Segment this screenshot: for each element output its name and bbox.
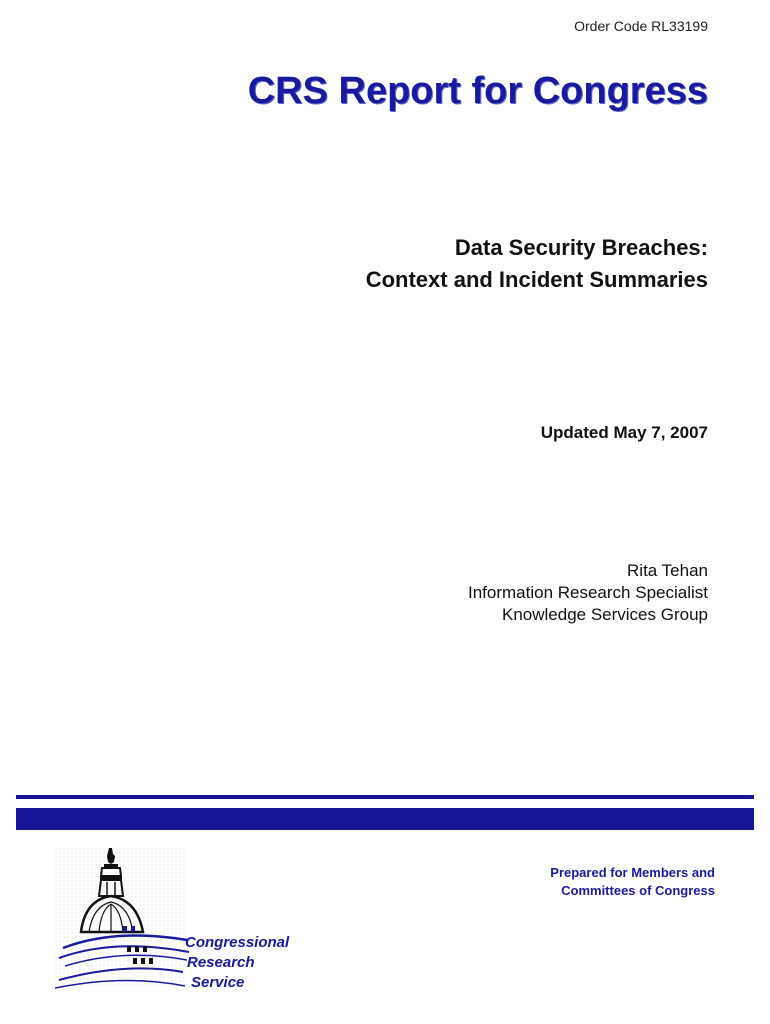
prepared-line-1: Prepared for Members and — [550, 865, 715, 880]
prepared-line-2: Committees of Congress — [561, 883, 715, 898]
author-position: Information Research Specialist — [467, 583, 708, 602]
prepared-for — [550, 864, 715, 900]
logo-wordmark — [185, 933, 289, 993]
divider-thin — [16, 795, 754, 799]
document-title-line-1: Data Security Breaches: — [454, 235, 708, 260]
order-code: Order Code RL33199 — [574, 18, 708, 34]
author-group: Knowledge Services Group — [501, 605, 708, 624]
crs-logo — [55, 840, 315, 1000]
author-block — [468, 560, 708, 626]
document-title-line-2: Context and Incident Summaries — [365, 267, 708, 292]
report-series-title: CRS Report for Congress — [247, 70, 708, 112]
updated-date: Updated May 7, 2007 — [540, 423, 708, 442]
author-name: Rita Tehan — [627, 561, 708, 580]
document-title — [366, 232, 708, 296]
divider-thick — [16, 808, 754, 830]
logo-line-2: Research — [187, 954, 255, 971]
logo-line-3: Service — [191, 974, 245, 991]
logo-line-1: Congressional — [185, 934, 290, 951]
